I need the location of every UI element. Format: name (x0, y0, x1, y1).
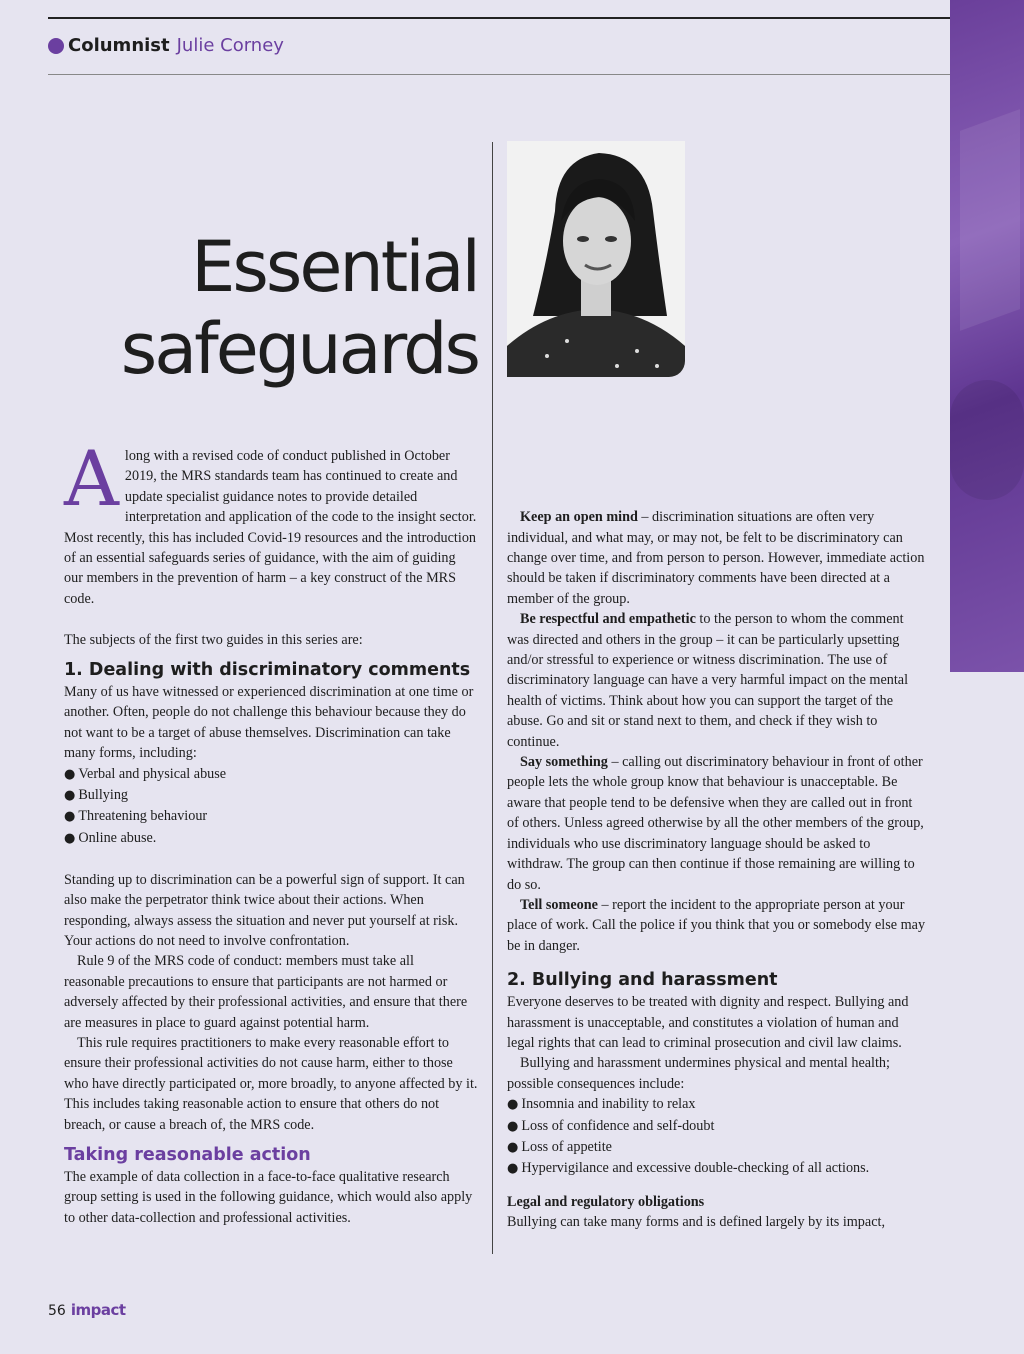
subjects-intro: The subjects of the first two guides in this series are: (64, 631, 363, 648)
right-column (507, 446, 927, 1233)
section-1-paragraph-3: Rule 9 of the MRS code of conduct: members must take all reasonable precautions to ensure that participants are not harmed or adversely affected by their professional activities, and ensure that there are measures in place to guard against potential harm. (64, 953, 468, 1031)
open-mind-paragraph: Keep an open mind – discrimination situations are often very individual, and what may, or may not, be felt to be discriminatory can change over time, and from person to person. However, immediate action should be taken if discriminatory comments have been directed at a member of the group. (507, 509, 925, 607)
page-number: 56 (48, 1303, 66, 1319)
list-item: ● Threatening behaviour (64, 806, 478, 827)
respectful-paragraph: Be respectful and empathetic to the person to whom the comment was directed and others in the group – it can be particularly upsetting and/or stressful to experience or witness discrimination. The use of discriminatory language can have a very harmful impact on the mental health of victims. Think about how you can support the target of the abuse. Go and sit or stand next to them, and check if they wish to continue. (507, 611, 909, 750)
bullet-dot-icon (48, 38, 64, 54)
article-title (121, 226, 478, 390)
reasonable-action-paragraph: The example of data collection in a face-to-face qualitative research group setting is used in the following guidance, which would also apply to other data-collection and professional activities. (64, 1168, 473, 1226)
say-something-label: Say something (520, 754, 608, 771)
title-line-1: Essential (191, 226, 478, 308)
drop-cap: A (64, 434, 119, 523)
intro-paragraph: Along with a revised code of conduct published in October 2019, the MRS standards team has continued to create and update specialist guidance notes to provide detailed interpretation and application of the code to the insight sector. Most recently, this has included Covid-19 resources and the introduction of an essential safeguards series of guidance, with the aim of guiding our members in the prevention of harm – a key construct of the MRS code. (64, 434, 477, 607)
side-decorative-photo (950, 0, 1024, 672)
column-divider (492, 142, 493, 1254)
section-1-paragraph-1: Many of us have witnessed or experienced discrimination at one time or another. Often, people do not challenge this behaviour because they do not want to be a target of abuse themselves. Discrimination can take many forms, including: (64, 684, 474, 762)
discrimination-forms-list (64, 764, 478, 850)
tell-someone-paragraph: Tell someone – report the incident to the appropriate person at your place of work. Call the police if you think that you or somebody else may be in danger. (507, 896, 926, 954)
section-1-paragraph-2: Standing up to discrimination can be a powerful sign of support. It can also make the perpetrator think twice about their actions. When responding, always assess the situation and never put yourself at risk. Your actions do not need to involve confrontation. (64, 871, 465, 949)
taking-reasonable-action-heading: Taking reasonable action (64, 1144, 311, 1165)
section-2-paragraph-2: Bullying and harassment undermines physical and mental health; possible consequences include: (507, 1055, 890, 1092)
list-item: ● Bullying (64, 785, 478, 806)
columnist-byline (48, 35, 284, 56)
columnist-label: Columnist (68, 35, 170, 56)
legal-paragraph: Bullying can take many forms and is defined largely by its impact, (507, 1214, 885, 1231)
top-rule (48, 17, 950, 19)
list-item: ● Hypervigilance and excessive double-checking of all actions. (507, 1158, 927, 1179)
list-item: ● Verbal and physical abuse (64, 764, 478, 785)
author-portrait (507, 141, 685, 377)
section-2-paragraph-1: Everyone deserves to be treated with dignity and respect. Bullying and harassment is unacceptable, and constitutes a violation of human and legal rights that can lead to criminal prosecution and civil law claims. (507, 994, 909, 1051)
list-item: ● Loss of appetite (507, 1137, 927, 1158)
respectful-label: Be respectful and empathetic (520, 611, 696, 628)
list-item: ● Online abuse. (64, 828, 478, 849)
header-rule (48, 74, 950, 75)
list-item: ● Loss of confidence and self-doubt (507, 1116, 927, 1137)
section-1-heading: 1. Dealing with discriminatory comments (64, 660, 471, 681)
tell-someone-label: Tell someone (520, 896, 598, 913)
list-item: ● Insomnia and inability to relax (507, 1094, 927, 1115)
magazine-logo: impact (70, 1301, 126, 1319)
section-2-heading: 2. Bullying and harassment (507, 970, 778, 991)
columnist-name: Julie Corney (176, 35, 284, 56)
page-footer (48, 1301, 126, 1319)
section-1-paragraph-4: This rule requires practitioners to make every reasonable effort to ensure their professional activities do not cause harm, either to those who have directly participated or, more broadly, to anyone affected by it. This includes taking reasonable action to ensure that others do not breach, or cause a breach of, the MRS code. (64, 1034, 478, 1133)
bullying-consequences-list (507, 1094, 927, 1180)
legal-obligations-heading: Legal and regulatory obligations (507, 1193, 705, 1210)
open-mind-label: Keep an open mind (520, 509, 638, 526)
left-column (64, 434, 478, 1228)
say-something-paragraph: Say something – calling out discriminatory behaviour in front of other people lets the whole group know that behaviour is unacceptable. Be aware that people tend to be defensive when they are called out in front of others. Unless agreed otherwise by all the other members of the group, individuals who use discriminatory language should be asked to withdraw. The group can then continue if those remaining are willing to do so. (507, 754, 924, 893)
portrait-illustration (507, 141, 685, 377)
title-line-2: safeguards (120, 308, 478, 390)
